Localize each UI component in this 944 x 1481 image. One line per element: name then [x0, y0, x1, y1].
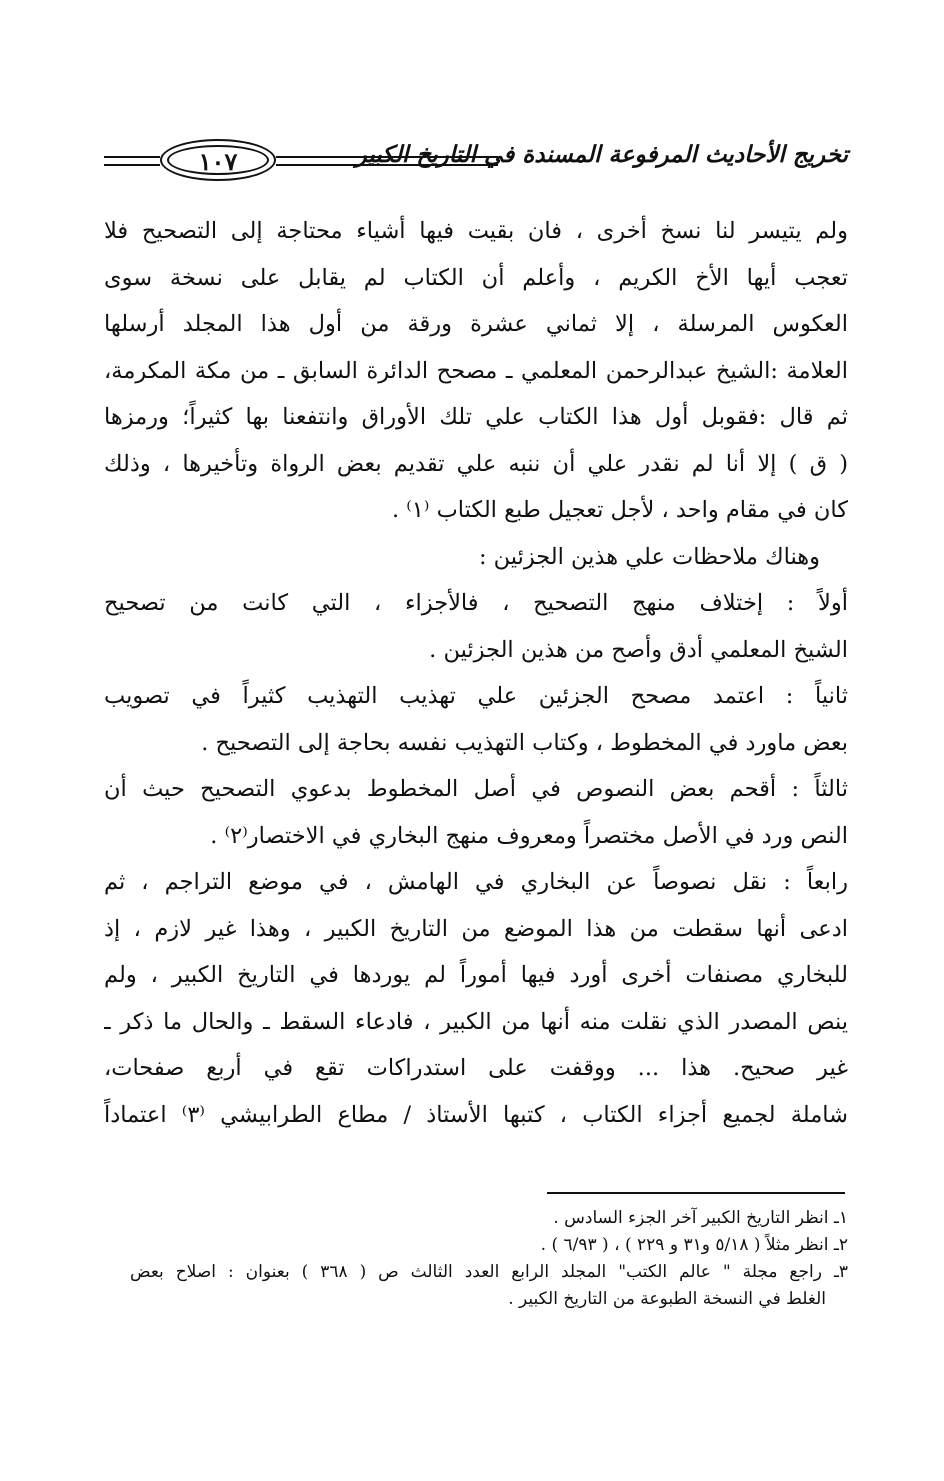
body-line: أولاً : إختلاف منهج التصحيح ، فالأجزاء ، التي كانت من تصحيح — [104, 590, 848, 616]
page-number: ١٠٧ — [198, 147, 238, 176]
body-line: ثالثاً : أقحم بعض النصوص في أصل المخطوط بدعوي التصحيح حيث أن — [104, 776, 848, 802]
footnote-3-continued: الغلط في النسخة الطبوعة من التاريخ الكبير . — [508, 1289, 826, 1309]
body-line: وهناك ملاحظات علي هذين الجزئين : — [478, 543, 820, 570]
body-line: ( ق ) إلا أنا لم نقدر علي أن ننبه علي تقديم بعض الرواة وتأخيرها ، وذلك — [104, 450, 848, 477]
body-line: العكوس المرسلة ، إلا ثماني عشرة ورقة من أول هذا المجلد أرسلها — [104, 311, 848, 337]
header-rule-left — [104, 156, 160, 166]
body-line: النص ورد في الأصل مختصراً ومعروف منهج البخاري في الاختصار⁽٢⁾ . — [210, 822, 848, 849]
body-line: ولم يتيسر لنا نسخ أخرى ، فان بقيت فيها أشياء محتاجة إلى التصحيح فلا — [104, 218, 848, 244]
page-header — [104, 138, 848, 186]
body-line: ينص المصدر الذي نقلت منه أنها من الكبير ، فادعاء السقط ـ والحال ما ذكر ـ — [104, 1008, 848, 1035]
body-line: الشيخ المعلمي أدق وأصح من هذين الجزئين . — [429, 636, 848, 663]
body-line: شاملة لجميع أجزاء الكتاب ، كتبها الأستاذ / مطاع الطرابيشي ⁽٣⁾ اعتماداً — [104, 1101, 848, 1128]
running-title: تخريج الأحاديث المرفوعة المسندة في التاريخ الكبير — [355, 141, 848, 168]
body-line: العلامة :الشيخ عبدالرحمن المعلمي ـ مصحح الدائرة السابق ـ من مكة المكرمة، — [104, 357, 848, 384]
body-text — [104, 208, 848, 1138]
body-line: كان في مقام واحد ، لأجل تعجيل طبع الكتاب ⁽١⁾ . — [391, 497, 848, 523]
footnote-separator — [547, 1192, 845, 1194]
body-line: ادعى أنها سقطت من هذا الموضع من التاريخ الكبير ، وهذا غير لازم ، إذ — [104, 915, 848, 942]
page-number-oval — [160, 139, 276, 181]
footnote-1: ١ـ انظر التاريخ الكبير آخر الجزء السادس . — [553, 1208, 848, 1228]
body-line: غير صحيح. هذا ... ووقفت على استدراكات تقع في أربع صفحات، — [104, 1055, 848, 1081]
body-line: بعض ماورد في المخطوط ، وكتاب التهذيب نفسه بحاجة إلى التصحيح . — [201, 729, 848, 756]
footnotes — [130, 1205, 848, 1313]
body-line: للبخاري مصنفات أخرى أورد فيها أموراً لم يوردها في التاريخ الكبير ، ولم — [104, 962, 848, 988]
body-line: ثم قال :فقوبل أول هذا الكتاب علي تلك الأوراق وانتفعنا بها كثيراً؛ ورمزها — [104, 404, 848, 430]
footnote-2: ٢ـ انظر مثلاً ( ٥/١٨ و٣١ و ٢٢٩ ) ، ( ٦/٩٣ ) . — [540, 1235, 848, 1255]
footnote-3: ٣ـ راجع مجلة " عالم الكتب" المجلد الرابع العدد الثالث ص ( ٣٦٨ ) بعنوان : اصلاح بعض — [130, 1262, 848, 1282]
body-line: ثانياً : اعتمد مصحح الجزئين علي تهذيب التهذيب كثيراً في تصويب — [104, 683, 848, 709]
body-line: رابعاً : نقل نصوصاً عن البخاري في الهامش ، في موضع التراجم ، ثم — [104, 869, 848, 895]
body-line: تعجب أيها الأخ الكريم ، وأعلم أن الكتاب لم يقابل على نسخة سوى — [104, 264, 848, 291]
